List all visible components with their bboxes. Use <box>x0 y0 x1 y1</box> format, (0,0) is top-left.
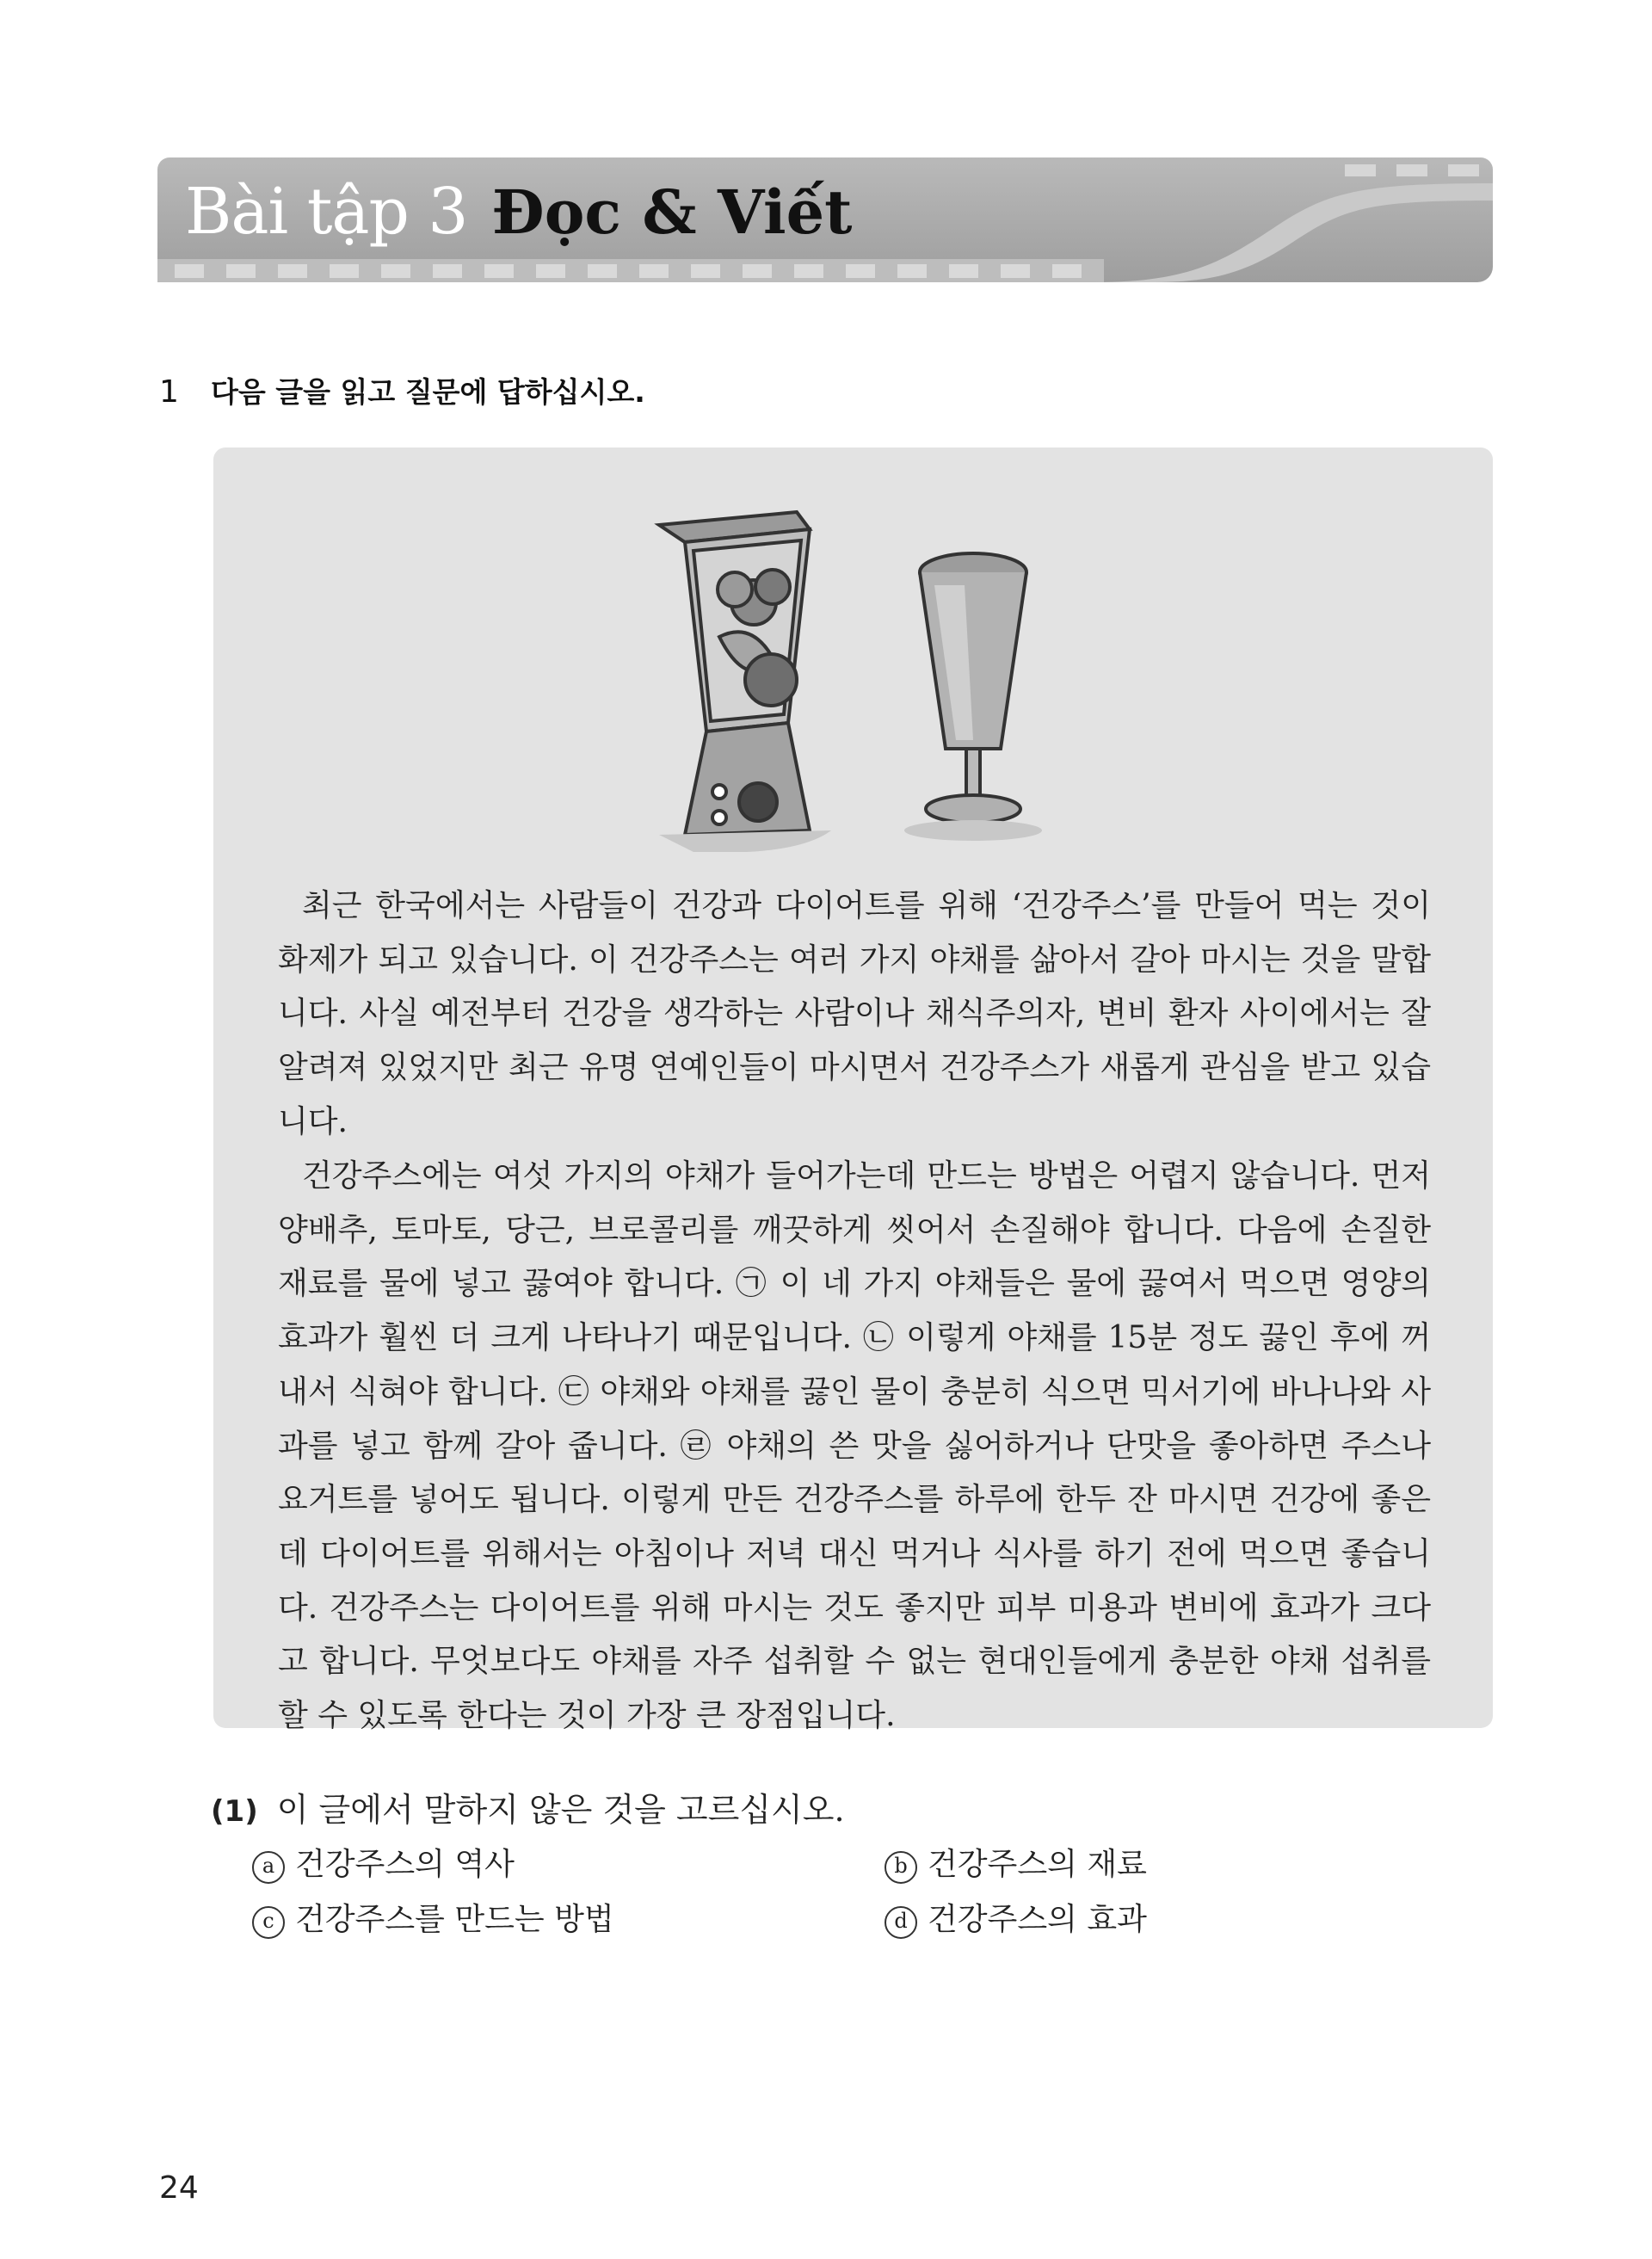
reading-paragraph-2 <box>278 1150 1431 1744</box>
blender-icon <box>659 512 831 852</box>
option-mark: c <box>252 1906 285 1939</box>
option-text: 건강주스의 역사 <box>295 1847 515 1882</box>
page-number: 24 <box>159 2170 199 2206</box>
option-text: 건강주스를 만드는 방법 <box>295 1902 614 1937</box>
option-text: 건강주스의 재료 <box>928 1847 1147 1882</box>
juice-glass-icon <box>904 553 1042 841</box>
question-heading <box>159 370 645 410</box>
sub-question-number: (1) <box>211 1794 258 1829</box>
option-c[interactable] <box>252 1895 614 1939</box>
blender-and-juice-illustration <box>625 491 1106 852</box>
answer-options <box>252 1840 1199 1960</box>
paragraph-text: 최근 한국에서는 사람들이 건강과 다이어트를 위해 ‘건강주스’를 만들어 먹는 것이 화제가 되고 있습니다. 이 건강주스는 여러 가지 야채를 삶아서 갈아 마시는 것을 말합니다. 사실 예전부터 건강을 생각하는 사람이나 채식주의자, 변비 환자 사이에서는 잘 알려져 있었지만 최근 유명 연예인들이 마시면서 건강주스가 새롭게 관심을 받고 있습니다. <box>278 888 1431 1139</box>
question-instruction: 다음 글을 읽고 질문에 답하십시오. <box>211 375 645 409</box>
sub-question <box>211 1783 1147 1937</box>
sub-question-prompt <box>211 1783 845 1830</box>
option-d[interactable] <box>885 1895 1147 1939</box>
banner-title <box>185 175 853 249</box>
option-b[interactable] <box>885 1840 1147 1884</box>
reading-passage-box <box>213 447 1493 1734</box>
lesson-label: Bài tập 3 <box>185 175 468 249</box>
option-mark: a <box>252 1851 285 1884</box>
sub-question-text: 이 글에서 말하지 않은 것을 고르십시오. <box>276 1791 845 1829</box>
option-mark: b <box>885 1851 917 1884</box>
paragraph-text: 건강주스에는 여섯 가지의 야채가 들어가는데 만드는 방법은 어렵지 않습니다. 먼저 양배추, 토마토, 당근, 브로콜리를 깨끗하게 씻어서 손질해야 합니다. 다음에 손질한 재료를 물에 넣고 끓여야 합니다. ㉠ 이 네 가지 야채들은 물에 끓여서 먹으면 영양의 효과가 훨씬 더 크게 나타나기 때문입니다. ㉡ 이렇게 야채를 15분 정도 끓인 후에 꺼내서 식혀야 합니다. ㉢ 야채와 야채를 끓인 물이 충분히 식으면 믹서기에 바나나와 사과를 넣고 함께 갈아 줍니다. ㉣ 야채의 쓴 맛을 싫어하거나 단맛을 좋아하면 주스나 요거트를 넣어도 됩니다. 이렇게 만든 건강주스를 하루에 한두 잔 마시면 건강에 좋은데 다이어트를 위해서는 아침이나 저녁 대신 먹거나 식사를 하기 전에 먹으면 좋습니다. 건강주스는 다이어트를 위해 마시는 것도 좋지만 피부 미용과 변비에 효과가 크다고 합니다. 무엇보다도 야채를 자주 섭취할 수 없는 현대인들에게 충분한 야채 섭취를 할 수 있도록 한다는 것이 가장 큰 장점입니다. <box>278 1158 1431 1734</box>
option-a[interactable] <box>252 1840 515 1884</box>
option-mark: d <box>885 1906 917 1939</box>
section-banner <box>157 157 1493 282</box>
reading-paragraph-1 <box>278 880 1431 1150</box>
skill-label: Đọc & Viết <box>491 176 853 248</box>
option-text: 건강주스의 효과 <box>928 1902 1147 1937</box>
question-number: 1 <box>159 374 179 410</box>
